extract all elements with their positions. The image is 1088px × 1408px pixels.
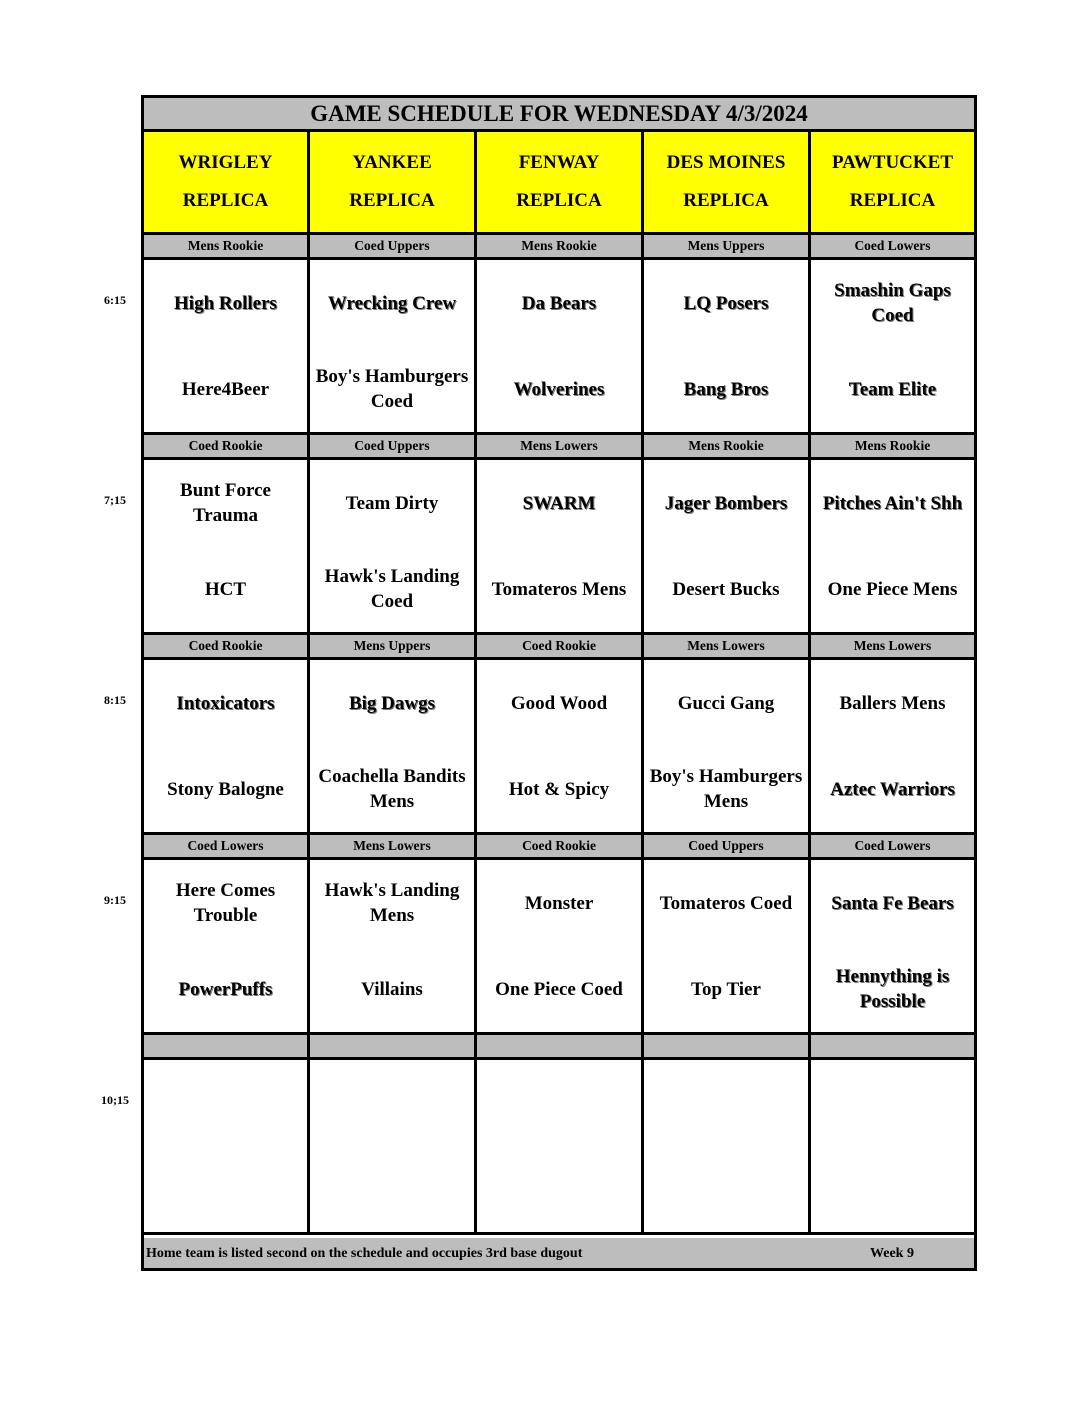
home-team: Hot & Spicy [508,778,610,800]
field-subname: REPLICA [516,190,602,211]
field-header-yankee [310,132,477,232]
division-label [310,1035,477,1057]
division-label: Mens Lowers [644,635,811,657]
division-row [144,635,974,660]
away-team: Intoxicators [176,692,275,714]
home-team: Wolverines [513,378,605,400]
game-row [144,260,974,435]
footer-note: Home team is listed second on the schedule and occupies 3rd base dugout [146,1246,583,1261]
division-label: Coed Rookie [477,635,644,657]
game-cell [811,260,974,432]
away-team: Pitches Ain't Shh [822,492,963,514]
field-subname: REPLICA [683,190,769,211]
game-cell [644,660,811,832]
field-name: DES MOINES [666,152,786,173]
division-label: Mens Uppers [644,235,811,257]
time-label: 7;15 [104,493,126,507]
game-cell [477,660,644,832]
field-header-des-moines [644,132,811,232]
home-team [811,1146,974,1232]
division-label: Mens Lowers [310,835,477,857]
division-row [144,235,974,260]
field-subname: REPLICA [182,190,269,211]
division-label [644,1035,811,1057]
game-cell [644,260,811,432]
home-team [144,1146,307,1232]
home-team: Boy's Hamburgers Coed [315,366,469,412]
game-cell [477,860,644,1032]
game-cell [811,660,974,832]
time-label: 6:15 [104,293,126,307]
away-team [477,1060,641,1146]
home-team: Coachella Bandits Mens [318,766,466,812]
away-team [644,1060,808,1146]
away-team: High Rollers [174,292,277,314]
home-team [477,1146,641,1232]
game-cell [811,860,974,1032]
division-label [811,1035,974,1057]
away-team: Hawk's Landing Mens [324,880,460,926]
game-cell [811,1060,974,1232]
home-team: Bang Bros [683,378,769,400]
division-label: Mens Lowers [477,435,644,457]
game-cell [310,660,477,832]
home-team: One Piece Coed [495,978,623,1000]
away-team: Da Bears [521,292,597,314]
division-label: Coed Lowers [854,238,931,253]
division-label: Coed Rookie [477,835,644,857]
division-label: Mens Rookie [644,435,811,457]
home-team: One Piece Mens [827,578,958,600]
away-team: LQ Posers [683,292,769,314]
home-team: Here4Beer [181,378,270,400]
game-cell [644,460,811,632]
game-row [144,1060,974,1235]
away-team: Bunt Force Trauma [180,480,271,526]
division-label: Mens Uppers [310,635,477,657]
field-subname: REPLICA [849,190,936,211]
home-team: Hawk's Landing Coed [324,566,460,612]
field-header-fenway [477,132,644,232]
away-team: Here Comes Trouble [175,880,276,926]
field-subname: REPLICA [349,190,435,211]
away-team: Gucci Gang [677,692,775,714]
away-team: Team Dirty [345,492,439,514]
game-cell [310,1060,477,1232]
game-cell [477,260,644,432]
field-header-wrigley [144,132,310,232]
home-team: Hennything is Possible [835,966,950,1012]
division-row [144,435,974,460]
field-header-row [144,132,974,235]
away-team [811,1060,974,1146]
home-team: Tomateros Mens [491,578,627,600]
time-label: 10;15 [101,1093,129,1107]
division-label: Mens Rookie [477,235,644,257]
away-team: Smashin Gaps Coed [834,280,951,326]
away-team [144,1060,307,1146]
away-team: Good Wood [510,692,608,714]
division-label: Mens Rookie [854,438,931,453]
game-cell [144,460,310,632]
game-cell [310,460,477,632]
home-team: Aztec Warriors [830,778,955,800]
field-name: PAWTUCKET [831,152,954,173]
schedule-footer [144,1238,974,1268]
home-team [310,1146,474,1232]
division-label: Coed Rookie [144,635,310,657]
game-cell [811,460,974,632]
game-row [144,860,974,1035]
time-label: 8:15 [104,693,126,707]
division-label: Coed Uppers [310,235,477,257]
division-label: Mens Rookie [144,235,310,257]
game-cell [144,1060,310,1232]
away-team: Tomateros Coed [659,892,793,914]
home-team: HCT [204,578,247,600]
game-cell [477,460,644,632]
home-team: Boy's Hamburgers Mens [649,766,803,812]
home-team: Team Elite [848,378,937,400]
game-cell [310,860,477,1032]
game-cell [144,860,310,1032]
division-row [144,1035,974,1060]
game-cell [644,860,811,1032]
division-label: Coed Rookie [144,435,310,457]
away-team: Jager Bombers [664,492,788,514]
home-team: Villains [361,978,423,1000]
home-team: Stony Balogne [167,778,284,800]
week-label: Week 9 [870,1246,914,1261]
away-team: Monster [524,892,594,914]
schedule-sheet [141,95,977,1271]
division-label [477,1035,644,1057]
away-team: SWARM [522,492,596,514]
game-cell [144,660,310,832]
division-row [144,835,974,860]
division-label: Coed Lowers [854,838,931,853]
away-team: Santa Fe Bears [831,892,954,914]
field-name: WRIGLEY [178,152,273,173]
division-label: Mens Lowers [853,638,932,653]
game-row [144,460,974,635]
away-team: Ballers Mens [839,692,946,714]
division-label: Coed Uppers [644,835,811,857]
division-label: Coed Uppers [310,435,477,457]
away-team: Wrecking Crew [327,292,457,314]
field-name: FENWAY [518,152,600,173]
division-label [144,1035,310,1057]
game-cell [644,1060,811,1232]
away-team [310,1060,474,1146]
away-team: Big Dawgs [348,692,436,714]
time-label: 9:15 [104,893,126,907]
home-team: PowerPuffs [178,978,273,1000]
schedule-title: GAME SCHEDULE FOR WEDNESDAY 4/3/2024 [144,98,974,132]
division-label: Coed Lowers [144,835,310,857]
field-name: YANKEE [352,152,432,173]
home-team: Top Tier [691,978,761,1000]
game-row [144,660,974,835]
home-team [644,1146,808,1232]
home-team: Desert Bucks [672,578,780,600]
game-cell [477,1060,644,1232]
field-header-pawtucket [811,132,974,232]
game-cell [310,260,477,432]
game-cell [144,260,310,432]
